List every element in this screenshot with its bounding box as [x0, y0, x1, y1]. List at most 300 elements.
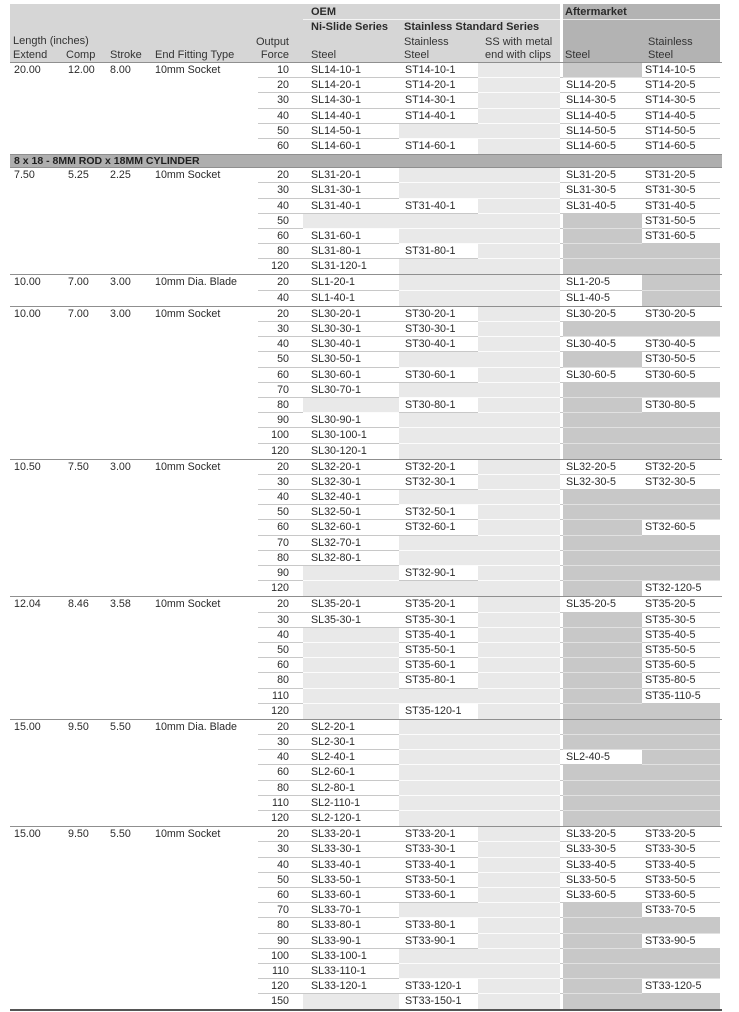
ss-clips-cell	[478, 78, 560, 93]
am-steel-cell	[563, 903, 642, 918]
table-section	[10, 719, 722, 826]
am-stainless-cell: ST30-40-5	[642, 337, 720, 352]
am-steel-cell	[563, 413, 642, 428]
table-row	[10, 124, 722, 139]
stroke-cell	[106, 658, 151, 673]
ss-clips-cell	[478, 229, 560, 244]
am-steel-cell: SL31-40-5	[563, 199, 642, 214]
output-force-cell: 50	[258, 124, 303, 139]
comp-cell	[64, 750, 106, 765]
output-force-cell: 40	[277, 291, 289, 304]
output-force-cell: 80	[258, 781, 303, 796]
end-fitting-cell	[151, 934, 258, 949]
am-stainless-cell	[642, 735, 720, 750]
oem-stainless-cell	[399, 903, 478, 918]
end-fitting-cell	[151, 551, 258, 566]
end-fitting-cell: 10mm Dia. Blade	[155, 276, 237, 289]
am-stainless-cell	[642, 259, 720, 274]
extend-cell	[10, 994, 64, 1009]
end-fitting-cell	[151, 873, 258, 888]
stroke-cell	[106, 781, 151, 796]
oem-stainless-cell	[399, 811, 478, 826]
stroke-cell	[106, 229, 151, 244]
am-stainless-cell: ST33-40-5	[642, 858, 720, 873]
oem-stainless-cell: ST32-20-1	[399, 460, 478, 475]
oem-stainless-cell: ST35-30-1	[399, 613, 478, 628]
oem-stainless-cell: ST33-30-1	[399, 842, 478, 857]
oem-stainless-cell	[399, 291, 478, 306]
output-force-cell: 20	[258, 597, 303, 612]
ss-clips-cell	[478, 673, 560, 688]
extend-cell: 15.00	[14, 720, 41, 733]
oem-steel-cell: SL2-30-1	[303, 735, 399, 750]
oem-stainless-cell: ST31-80-1	[399, 244, 478, 259]
am-steel-cell	[563, 444, 642, 459]
end-fitting-cell	[151, 139, 258, 154]
oem-stainless-cell: ST35-60-1	[399, 658, 478, 673]
extend-cell: 7.50	[14, 169, 35, 182]
oem-steel-cell: SL30-70-1	[303, 383, 399, 398]
stroke-cell: 3.00	[110, 307, 131, 320]
oem-stainless-cell	[399, 720, 478, 735]
extend-cell	[10, 934, 64, 949]
table-row	[10, 796, 722, 811]
stroke-cell: 8.00	[110, 64, 131, 76]
comp-cell	[64, 979, 106, 994]
extend-cell	[10, 873, 64, 888]
comp-cell: 5.25	[68, 169, 89, 182]
comp-cell	[64, 704, 106, 719]
table-row	[10, 551, 722, 566]
ss-clips-cell	[478, 551, 560, 566]
oem-stainless-cell: ST33-20-1	[399, 827, 478, 842]
am-stainless-cell	[642, 750, 720, 765]
ss-clips-cell	[478, 658, 560, 673]
am-steel-cell	[563, 765, 642, 780]
oem-steel-cell	[303, 689, 399, 704]
comp-cell: 9.50	[68, 720, 89, 733]
table-section	[10, 826, 722, 1011]
output-force-cell: 20	[258, 168, 303, 183]
extend-cell	[10, 139, 64, 154]
end-fitting-cell	[151, 949, 258, 964]
end-fitting-cell	[151, 628, 258, 643]
output-force-cell: 30	[258, 842, 303, 857]
comp-cell	[64, 551, 106, 566]
end-fitting-cell	[151, 490, 258, 505]
oem-steel-cell	[303, 566, 399, 581]
output-force-cell: 100	[258, 428, 303, 443]
am-steel-cell	[563, 551, 642, 566]
comp-cell	[64, 735, 106, 750]
stroke-cell	[106, 796, 151, 811]
output-force-cell: 80	[258, 244, 303, 259]
col-oem-stainless-label: Stainless Steel	[404, 36, 449, 61]
ss-clips-cell	[478, 383, 560, 398]
oem-stainless-cell: ST33-90-1	[399, 934, 478, 949]
am-steel-cell	[563, 322, 642, 337]
table-row	[10, 781, 722, 796]
group-oem-label: OEM	[311, 6, 337, 18]
am-steel-cell	[563, 704, 642, 719]
extend-cell: 10.00	[14, 307, 41, 320]
comp-cell: 7.00	[68, 307, 89, 320]
oem-steel-cell: SL31-120-1	[303, 259, 399, 274]
oem-stainless-cell	[399, 259, 478, 274]
am-steel-cell: SL30-20-5	[563, 307, 642, 322]
oem-steel-cell: SL2-110-1	[303, 796, 399, 811]
stroke-cell	[106, 903, 151, 918]
table-row	[10, 168, 722, 183]
ss-clips-cell	[478, 109, 560, 124]
am-stainless-cell: ST14-50-5	[642, 124, 720, 139]
ss-clips-cell	[478, 428, 560, 443]
am-steel-cell: SL31-30-5	[563, 183, 642, 198]
table-row	[10, 873, 722, 888]
table-row	[10, 949, 722, 964]
stroke-cell	[106, 673, 151, 688]
oem-stainless-cell: ST14-40-1	[399, 109, 478, 124]
comp-cell	[64, 214, 106, 229]
am-stainless-cell: ST33-30-5	[642, 842, 720, 857]
stroke-cell: 3.58	[110, 598, 131, 611]
stroke-cell	[106, 413, 151, 428]
am-stainless-cell: ST31-60-5	[642, 229, 720, 244]
am-steel-cell	[563, 352, 642, 367]
oem-steel-cell: SL30-100-1	[303, 428, 399, 443]
oem-stainless-cell: ST30-20-1	[399, 307, 478, 322]
am-steel-cell	[563, 229, 642, 244]
ss-clips-cell	[478, 704, 560, 719]
stroke-cell: 3.00	[110, 460, 131, 473]
end-fitting-cell	[151, 811, 258, 826]
end-fitting-cell	[151, 842, 258, 857]
end-fitting-cell	[151, 689, 258, 704]
oem-steel-cell: SL35-20-1	[303, 597, 399, 612]
oem-steel-cell	[303, 704, 399, 719]
oem-steel-cell	[303, 673, 399, 688]
comp-cell	[64, 673, 106, 688]
col-comp-label: Comp	[66, 49, 96, 61]
table-section	[10, 459, 722, 597]
end-fitting-cell	[151, 383, 258, 398]
am-steel-cell: SL1-20-5	[563, 275, 642, 290]
output-force-cell: 30	[258, 475, 303, 490]
extend-cell	[10, 444, 64, 459]
stroke-cell	[106, 490, 151, 505]
oem-stainless-cell	[399, 383, 478, 398]
end-fitting-cell	[151, 520, 258, 535]
table-row	[10, 63, 722, 78]
stroke-cell	[106, 704, 151, 719]
series-stainless-label: Stainless Standard Series	[404, 21, 540, 33]
extend-cell	[10, 229, 64, 244]
stroke-cell	[106, 383, 151, 398]
comp-cell: 9.50	[68, 828, 89, 841]
end-fitting-cell	[151, 124, 258, 139]
table-row	[10, 275, 722, 290]
ss-clips-cell	[478, 720, 560, 735]
oem-stainless-cell: ST30-30-1	[399, 322, 478, 337]
oem-steel-cell: SL33-110-1	[303, 964, 399, 979]
table-row	[10, 475, 722, 490]
am-steel-cell	[563, 383, 642, 398]
am-stainless-cell: ST35-80-5	[642, 673, 720, 688]
ss-clips-cell	[478, 765, 560, 780]
extend-cell	[10, 581, 64, 596]
ss-clips-cell	[478, 628, 560, 643]
comp-cell	[64, 444, 106, 459]
end-fitting-cell	[151, 643, 258, 658]
table-row	[10, 428, 722, 443]
am-stainless-cell	[642, 781, 720, 796]
oem-stainless-cell: ST33-150-1	[399, 994, 478, 1009]
am-stainless-cell	[642, 413, 720, 428]
stroke-cell	[106, 536, 151, 551]
table-row	[10, 337, 722, 352]
end-fitting-cell	[151, 765, 258, 780]
stroke-cell	[106, 628, 151, 643]
table-row	[10, 842, 722, 857]
oem-steel-cell: SL2-40-1	[303, 750, 399, 765]
oem-stainless-cell	[399, 490, 478, 505]
output-force-cell: 120	[258, 979, 303, 994]
am-stainless-cell	[642, 765, 720, 780]
oem-steel-cell: SL2-60-1	[303, 765, 399, 780]
oem-steel-cell: SL14-30-1	[303, 93, 399, 108]
oem-steel-cell	[303, 628, 399, 643]
am-stainless-cell: ST14-10-5	[642, 63, 720, 78]
comp-cell	[64, 124, 106, 139]
am-steel-cell	[563, 581, 642, 596]
am-steel-cell	[563, 214, 642, 229]
table-row	[10, 720, 722, 735]
table-section	[10, 596, 722, 719]
table-row	[10, 199, 722, 214]
oem-steel-cell: SL32-40-1	[303, 490, 399, 505]
table-row	[10, 689, 722, 704]
am-steel-cell	[563, 735, 642, 750]
output-force-cell: 20	[258, 78, 303, 93]
oem-stainless-cell: ST33-50-1	[399, 873, 478, 888]
ss-clips-cell	[478, 581, 560, 596]
oem-steel-cell: SL32-20-1	[303, 460, 399, 475]
table-row	[10, 827, 722, 842]
am-stainless-cell: ST35-20-5	[642, 597, 720, 612]
col-am-stainless-label: Stainless Steel	[648, 36, 693, 61]
end-fitting-cell	[151, 428, 258, 443]
ss-clips-cell	[478, 275, 560, 290]
am-stainless-cell: ST30-20-5	[642, 307, 720, 322]
ss-clips-cell	[478, 460, 560, 475]
oem-steel-cell: SL31-40-1	[303, 199, 399, 214]
am-stainless-cell	[642, 964, 720, 979]
ss-clips-cell	[478, 368, 560, 383]
am-stainless-cell: ST31-20-5	[642, 168, 720, 183]
end-fitting-cell	[151, 199, 258, 214]
oem-stainless-cell	[399, 949, 478, 964]
comp-cell	[64, 581, 106, 596]
stroke-cell	[106, 979, 151, 994]
comp-cell	[64, 949, 106, 964]
extend-cell	[10, 903, 64, 918]
am-steel-cell	[563, 566, 642, 581]
oem-stainless-cell: ST33-80-1	[399, 918, 478, 933]
table-row	[10, 979, 722, 994]
extend-cell	[10, 109, 64, 124]
ss-clips-cell	[478, 337, 560, 352]
oem-stainless-cell	[399, 229, 478, 244]
col-oem-steel-label: Steel	[311, 49, 337, 61]
am-stainless-cell: ST32-30-5	[642, 475, 720, 490]
end-fitting-cell	[151, 613, 258, 628]
table-row	[10, 352, 722, 367]
group-aftermarket-label: Aftermarket	[565, 6, 627, 18]
comp-cell	[64, 858, 106, 873]
oem-steel-cell: SL35-30-1	[303, 613, 399, 628]
am-stainless-cell: ST31-40-5	[642, 199, 720, 214]
table-row	[10, 934, 722, 949]
am-steel-cell	[563, 63, 642, 78]
oem-steel-cell: SL2-20-1	[303, 720, 399, 735]
comp-cell	[64, 934, 106, 949]
output-force-cell: 20	[258, 460, 303, 475]
output-force-cell: 30	[258, 183, 303, 198]
oem-stainless-cell: ST35-50-1	[399, 643, 478, 658]
output-force-cell: 80	[258, 398, 303, 413]
comp-cell	[64, 994, 106, 1009]
comp-cell: 7.00	[68, 276, 89, 289]
comp-cell	[64, 322, 106, 337]
table-row	[10, 244, 722, 259]
oem-stainless-cell: ST14-20-1	[399, 78, 478, 93]
output-force-cell: 60	[277, 139, 289, 152]
stroke-cell: 5.50	[110, 720, 131, 733]
oem-stainless-cell	[399, 183, 478, 198]
am-steel-cell: SL33-30-5	[563, 842, 642, 857]
oem-steel-cell: SL30-30-1	[303, 322, 399, 337]
output-force-cell: 30	[258, 613, 303, 628]
oem-steel-cell: SL32-30-1	[303, 475, 399, 490]
output-force-cell: 20	[258, 720, 303, 735]
am-stainless-cell: ST32-120-5	[642, 581, 720, 596]
comp-cell	[64, 93, 106, 108]
oem-steel-cell	[303, 994, 399, 1009]
am-steel-cell: SL32-20-5	[563, 460, 642, 475]
output-force-cell: 90	[258, 413, 303, 428]
am-steel-cell: SL33-60-5	[563, 888, 642, 903]
extend-cell	[10, 490, 64, 505]
oem-stainless-cell	[399, 765, 478, 780]
extend-cell	[10, 735, 64, 750]
extend-cell	[10, 183, 64, 198]
oem-stainless-cell: ST35-120-1	[399, 704, 478, 719]
am-stainless-cell	[642, 704, 720, 719]
table-body	[10, 62, 722, 1011]
oem-steel-cell: SL14-10-1	[303, 63, 399, 78]
extend-cell	[10, 979, 64, 994]
end-fitting-cell	[151, 183, 258, 198]
comp-cell	[64, 183, 106, 198]
end-fitting-cell	[151, 658, 258, 673]
table-section	[10, 306, 722, 459]
ss-clips-cell	[478, 244, 560, 259]
oem-stainless-cell: ST32-30-1	[399, 475, 478, 490]
table-row	[10, 765, 722, 780]
am-stainless-cell	[642, 811, 720, 826]
oem-stainless-cell	[399, 124, 478, 139]
am-stainless-cell: ST35-30-5	[642, 613, 720, 628]
am-steel-cell	[563, 964, 642, 979]
am-steel-cell: SL14-40-5	[563, 109, 642, 124]
extend-cell: 10.50	[14, 460, 41, 473]
extend-cell	[10, 673, 64, 688]
output-force-cell: 30	[258, 93, 303, 108]
stroke-cell	[106, 873, 151, 888]
comp-cell	[64, 413, 106, 428]
stroke-cell	[106, 520, 151, 535]
oem-stainless-cell: ST35-80-1	[399, 673, 478, 688]
comp-cell	[64, 109, 106, 124]
output-force-cell: 110	[258, 796, 303, 811]
output-force-cell: 100	[258, 949, 303, 964]
oem-stainless-cell: ST30-40-1	[399, 337, 478, 352]
stroke-cell	[106, 994, 151, 1009]
end-fitting-cell	[151, 93, 258, 108]
table-row	[10, 566, 722, 581]
table-row	[10, 109, 722, 124]
oem-steel-cell: SL14-40-1	[303, 109, 399, 124]
extend-cell	[10, 811, 64, 826]
comp-cell	[64, 490, 106, 505]
output-force-cell: 20	[258, 307, 303, 322]
am-stainless-cell	[642, 994, 720, 1009]
stroke-cell	[106, 214, 151, 229]
oem-steel-cell: SL33-100-1	[303, 949, 399, 964]
comp-cell	[64, 244, 106, 259]
comp-cell	[64, 842, 106, 857]
oem-steel-cell: SL30-60-1	[303, 368, 399, 383]
am-stainless-cell	[642, 383, 720, 398]
am-stainless-cell	[642, 490, 720, 505]
stroke-cell	[106, 613, 151, 628]
col-output-force-label: Output Force	[255, 36, 289, 61]
am-stainless-cell	[642, 444, 720, 459]
oem-steel-cell: SL2-120-1	[303, 811, 399, 826]
extend-cell	[10, 750, 64, 765]
extend-cell	[10, 628, 64, 643]
extend-cell	[10, 796, 64, 811]
am-stainless-cell	[642, 536, 720, 551]
comp-cell	[64, 613, 106, 628]
am-steel-cell: SL1-40-5	[563, 291, 642, 306]
stroke-cell	[106, 750, 151, 765]
extend-cell	[10, 368, 64, 383]
oem-steel-cell: SL30-40-1	[303, 337, 399, 352]
comp-cell	[64, 352, 106, 367]
oem-steel-cell: SL31-60-1	[303, 229, 399, 244]
ss-clips-cell	[478, 750, 560, 765]
comp-cell	[64, 566, 106, 581]
output-force-cell: 80	[258, 918, 303, 933]
table-row	[10, 183, 722, 198]
oem-steel-cell: SL32-80-1	[303, 551, 399, 566]
comp-cell	[64, 520, 106, 535]
output-force-cell: 120	[271, 812, 289, 824]
am-steel-cell: SL31-20-5	[563, 168, 642, 183]
table-row	[10, 505, 722, 520]
end-fitting-cell	[151, 903, 258, 918]
